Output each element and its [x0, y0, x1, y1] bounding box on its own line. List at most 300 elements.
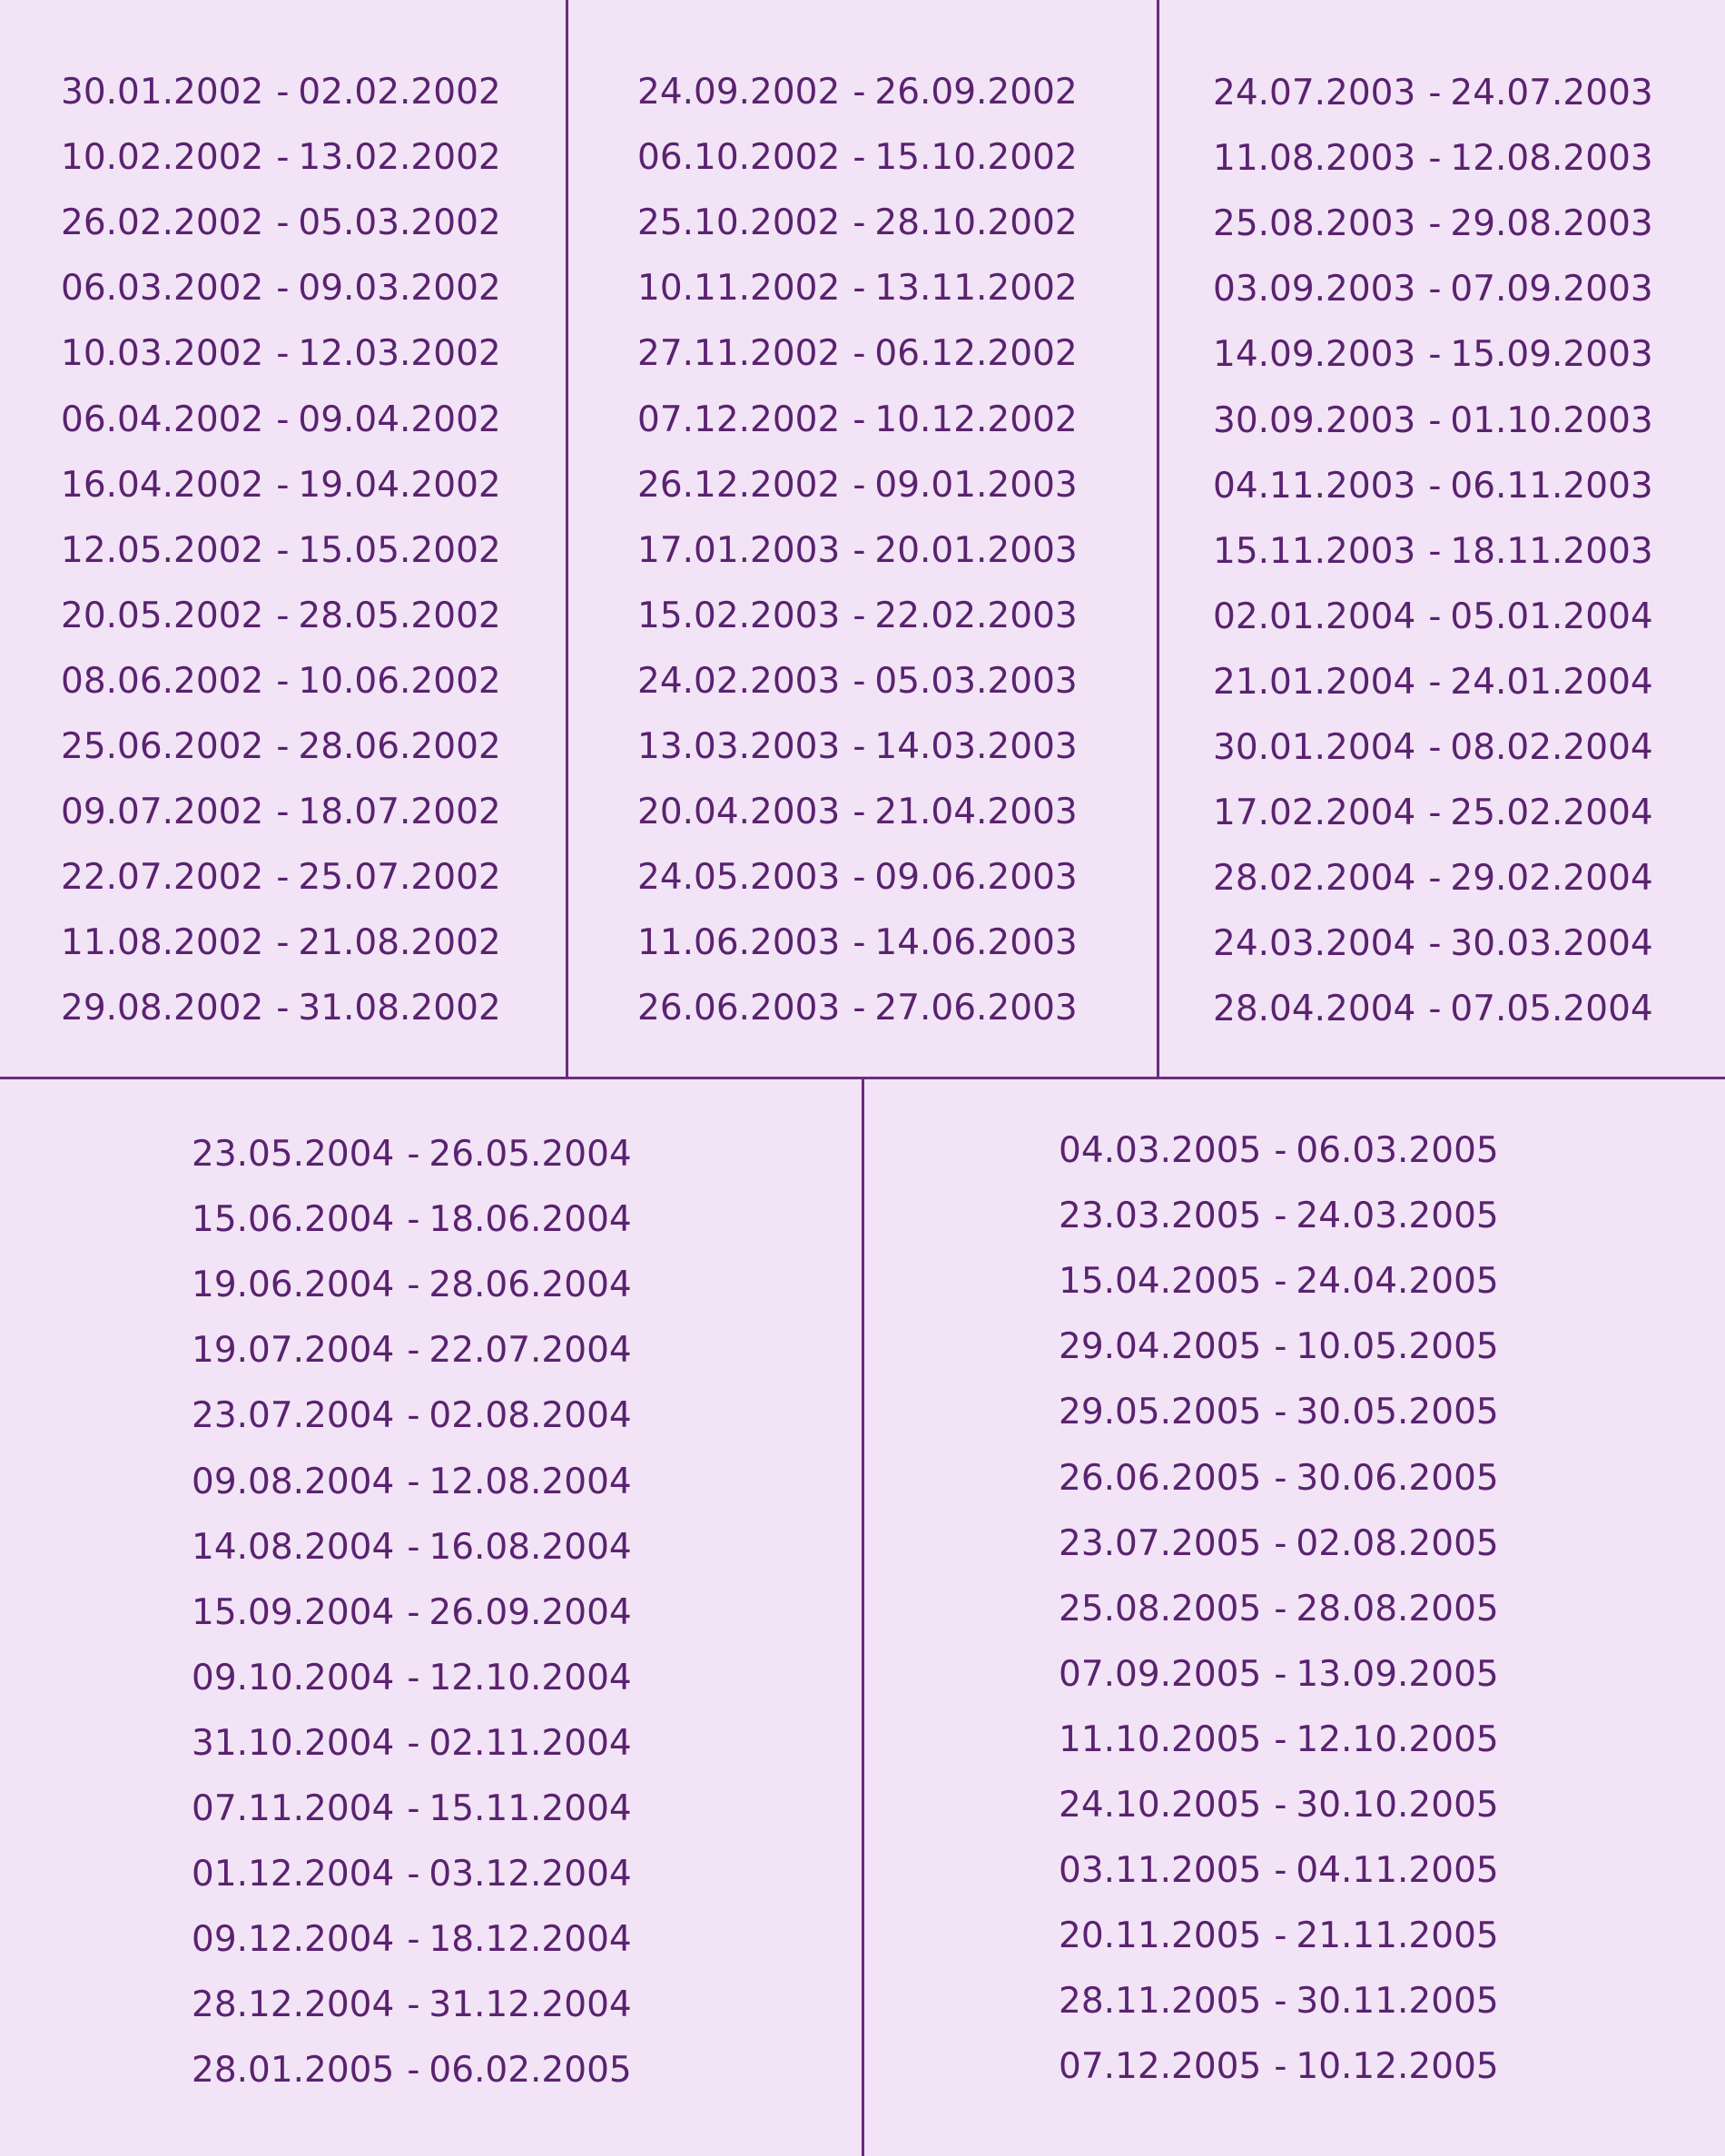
- range-end-date: 29.08.2003: [1450, 203, 1653, 245]
- range-separator: -: [276, 268, 290, 310]
- range-separator: -: [1274, 1130, 1287, 1171]
- range-start-date: 04.03.2005: [1059, 1130, 1262, 1171]
- range-end-date: 05.03.2003: [874, 660, 1078, 702]
- date-range-row: [192, 1787, 632, 1831]
- range-start-date: 15.04.2005: [1059, 1261, 1262, 1303]
- range-end-date: 06.11.2003: [1450, 465, 1653, 507]
- date-range-row: [192, 1198, 632, 1242]
- range-start-date: 26.06.2005: [1059, 1457, 1262, 1499]
- range-start-date: 07.12.2005: [1059, 2046, 1262, 2088]
- range-end-date: 12.08.2003: [1450, 138, 1653, 180]
- range-end-date: 24.01.2004: [1450, 661, 1653, 703]
- range-separator: -: [1428, 465, 1442, 507]
- range-end-date: 27.06.2003: [874, 988, 1078, 1029]
- range-separator: -: [1428, 73, 1442, 113]
- date-range-row: [61, 660, 501, 704]
- range-separator: -: [1428, 269, 1442, 310]
- range-separator: -: [1274, 1915, 1287, 1957]
- range-start-date: 30.01.2004: [1213, 727, 1416, 768]
- range-start-date: 20.05.2002: [61, 595, 264, 636]
- range-end-date: 04.11.2005: [1296, 1850, 1499, 1892]
- range-end-date: 06.12.2002: [874, 333, 1078, 375]
- range-start-date: 09.10.2004: [192, 1657, 395, 1698]
- range-start-date: 13.03.2003: [637, 726, 841, 767]
- range-end-date: 24.03.2005: [1296, 1196, 1499, 1237]
- date-range-row: [1059, 1522, 1499, 1566]
- range-start-date: 11.06.2003: [637, 922, 841, 964]
- range-end-date: 30.10.2005: [1296, 1785, 1499, 1826]
- range-start-date: 25.10.2002: [637, 202, 841, 244]
- divider-top-left-middle: [566, 0, 568, 1078]
- range-end-date: 19.04.2002: [298, 464, 501, 506]
- range-separator: -: [276, 137, 290, 179]
- date-range-row: [1059, 1718, 1499, 1762]
- range-end-date: 06.03.2005: [1296, 1130, 1499, 1171]
- range-separator: -: [1274, 1653, 1287, 1695]
- date-range-row: [1059, 1391, 1499, 1434]
- range-end-date: 28.06.2004: [429, 1265, 632, 1306]
- range-separator: -: [853, 137, 866, 179]
- range-separator: -: [407, 1788, 420, 1829]
- range-separator: -: [1428, 530, 1442, 572]
- range-start-date: 25.08.2005: [1059, 1588, 1262, 1629]
- date-range-row: [1059, 1915, 1499, 1958]
- range-end-date: 21.11.2005: [1296, 1915, 1499, 1957]
- range-separator: -: [407, 1395, 420, 1437]
- date-range-row: [192, 1526, 632, 1570]
- date-range-row: [1213, 72, 1653, 115]
- range-start-date: 24.10.2005: [1059, 1785, 1262, 1826]
- range-end-date: 18.06.2004: [429, 1199, 632, 1241]
- range-start-date: 14.08.2004: [192, 1526, 395, 1568]
- range-start-date: 10.03.2002: [61, 333, 264, 375]
- range-start-date: 22.07.2002: [61, 857, 264, 899]
- range-separator: -: [1274, 1261, 1287, 1303]
- date-range-row: [1059, 1325, 1499, 1369]
- range-separator: -: [1274, 1785, 1287, 1826]
- range-end-date: 10.12.2002: [874, 399, 1078, 440]
- range-separator: -: [1428, 138, 1442, 180]
- range-start-date: 25.08.2003: [1213, 203, 1416, 245]
- range-separator: -: [853, 988, 866, 1029]
- date-range-row: [1059, 1588, 1499, 1631]
- range-separator: -: [407, 1722, 420, 1764]
- range-start-date: 20.04.2003: [637, 792, 841, 833]
- range-end-date: 13.11.2002: [874, 268, 1078, 310]
- range-end-date: 22.02.2003: [874, 595, 1078, 636]
- range-end-date: 26.09.2004: [429, 1591, 632, 1633]
- range-start-date: 31.10.2004: [192, 1722, 395, 1764]
- range-end-date: 15.09.2003: [1450, 334, 1653, 376]
- date-range-row: [61, 332, 501, 376]
- range-separator: -: [276, 660, 290, 702]
- range-end-date: 18.11.2003: [1450, 530, 1653, 572]
- date-range-row: [1213, 399, 1653, 443]
- range-separator: -: [1274, 2046, 1287, 2088]
- date-range-row: [61, 595, 501, 638]
- range-end-date: 21.08.2002: [298, 922, 501, 964]
- range-start-date: 15.09.2004: [192, 1591, 395, 1633]
- range-start-date: 11.08.2003: [1213, 138, 1416, 180]
- range-separator: -: [1428, 923, 1442, 965]
- range-end-date: 30.06.2005: [1296, 1457, 1499, 1499]
- range-end-date: 13.02.2002: [298, 137, 501, 179]
- date-range-row: [61, 529, 501, 573]
- date-range-row: [61, 856, 501, 900]
- range-end-date: 25.02.2004: [1450, 793, 1653, 834]
- range-separator: -: [1274, 1588, 1287, 1629]
- range-start-date: 16.04.2002: [61, 464, 264, 506]
- date-range-row: [192, 2049, 632, 2092]
- range-separator: -: [407, 1461, 420, 1502]
- date-range-row: [192, 1853, 632, 1896]
- date-range-row: [637, 202, 1078, 245]
- range-separator: -: [1428, 203, 1442, 245]
- range-start-date: 24.09.2002: [637, 72, 841, 113]
- range-separator: -: [276, 202, 290, 244]
- date-range-row: [1213, 661, 1653, 704]
- date-range-row: [1059, 1784, 1499, 1827]
- range-start-date: 12.05.2002: [61, 529, 264, 571]
- date-range-row: [1059, 1260, 1499, 1304]
- range-end-date: 13.09.2005: [1296, 1653, 1499, 1695]
- range-end-date: 28.06.2002: [298, 726, 501, 767]
- date-range-row: [192, 1722, 632, 1766]
- range-start-date: 28.12.2004: [192, 1984, 395, 2026]
- date-range-row: [637, 267, 1078, 310]
- range-separator: -: [1274, 1196, 1287, 1237]
- range-end-date: 22.07.2004: [429, 1330, 632, 1372]
- date-range-row: [1213, 268, 1653, 311]
- range-start-date: 17.02.2004: [1213, 793, 1416, 834]
- range-start-date: 08.06.2002: [61, 660, 264, 702]
- date-range-row: [1059, 1653, 1499, 1697]
- date-range-row: [192, 1133, 632, 1176]
- date-range-row: [637, 399, 1078, 442]
- range-start-date: 15.06.2004: [192, 1199, 395, 1241]
- range-start-date: 11.08.2002: [61, 922, 264, 964]
- range-separator: -: [1274, 1326, 1287, 1368]
- divider-bottom-left-right: [862, 1078, 864, 2156]
- range-separator: -: [1428, 793, 1442, 834]
- range-end-date: 29.02.2004: [1450, 858, 1653, 900]
- range-separator: -: [276, 464, 290, 506]
- range-start-date: 09.07.2002: [61, 792, 264, 833]
- date-range-row: [1059, 2045, 1499, 2089]
- range-end-date: 03.12.2004: [429, 1854, 632, 1895]
- range-separator: -: [1428, 858, 1442, 900]
- range-end-date: 31.12.2004: [429, 1984, 632, 2026]
- range-separator: -: [407, 1657, 420, 1698]
- range-separator: -: [276, 529, 290, 571]
- range-start-date: 02.01.2004: [1213, 596, 1416, 637]
- range-start-date: 07.09.2005: [1059, 1653, 1262, 1695]
- range-start-date: 28.04.2004: [1213, 989, 1416, 1030]
- range-end-date: 12.10.2004: [429, 1657, 632, 1698]
- range-end-date: 10.05.2005: [1296, 1326, 1499, 1368]
- range-separator: -: [276, 988, 290, 1029]
- date-range-row: [61, 987, 501, 1030]
- range-start-date: 24.05.2003: [637, 857, 841, 899]
- date-range-row: [1213, 333, 1653, 377]
- range-start-date: 07.11.2004: [192, 1788, 395, 1829]
- date-range-row: [637, 660, 1078, 704]
- range-end-date: 18.12.2004: [429, 1919, 632, 1961]
- range-end-date: 01.10.2003: [1450, 399, 1653, 441]
- range-start-date: 30.01.2002: [61, 72, 264, 113]
- date-range-row: [637, 791, 1078, 834]
- range-start-date: 21.01.2004: [1213, 661, 1416, 703]
- date-range-row: [637, 987, 1078, 1030]
- range-end-date: 10.06.2002: [298, 660, 501, 702]
- range-separator: -: [853, 399, 866, 440]
- date-range-row: [1213, 922, 1653, 966]
- range-start-date: 15.02.2003: [637, 595, 841, 636]
- range-end-date: 26.09.2002: [874, 72, 1078, 113]
- range-start-date: 07.12.2002: [637, 399, 841, 440]
- range-end-date: 05.03.2002: [298, 202, 501, 244]
- range-start-date: 06.03.2002: [61, 268, 264, 310]
- date-range-row: [637, 725, 1078, 769]
- range-start-date: 14.09.2003: [1213, 334, 1416, 376]
- range-start-date: 24.03.2004: [1213, 923, 1416, 965]
- range-separator: -: [276, 792, 290, 833]
- range-end-date: 14.03.2003: [874, 726, 1078, 767]
- range-end-date: 31.08.2002: [298, 988, 501, 1029]
- range-separator: -: [1274, 1392, 1287, 1433]
- range-start-date: 28.01.2005: [192, 2050, 395, 2092]
- range-end-date: 02.08.2004: [429, 1395, 632, 1437]
- range-start-date: 26.12.2002: [637, 464, 841, 506]
- range-end-date: 02.02.2002: [298, 72, 501, 113]
- range-end-date: 09.03.2002: [298, 268, 501, 310]
- range-start-date: 25.06.2002: [61, 726, 264, 767]
- range-end-date: 30.03.2004: [1450, 923, 1653, 965]
- date-range-row: [61, 136, 501, 180]
- range-separator: -: [1428, 596, 1442, 637]
- range-start-date: 27.11.2002: [637, 333, 841, 375]
- date-range-row: [61, 267, 501, 310]
- range-separator: -: [853, 72, 866, 113]
- range-start-date: 26.06.2003: [637, 988, 841, 1029]
- range-separator: -: [853, 529, 866, 571]
- range-separator: -: [407, 1134, 420, 1175]
- range-separator: -: [853, 595, 866, 636]
- date-range-row: [637, 595, 1078, 638]
- range-separator: -: [407, 1265, 420, 1306]
- date-range-row: [1059, 1457, 1499, 1501]
- range-start-date: 26.02.2002: [61, 202, 264, 244]
- range-start-date: 19.07.2004: [192, 1330, 395, 1372]
- range-separator: -: [407, 2050, 420, 2092]
- date-range-row: [1213, 137, 1653, 181]
- range-separator: -: [407, 1854, 420, 1895]
- date-range-row: [1059, 1129, 1499, 1173]
- range-separator: -: [1428, 334, 1442, 376]
- range-start-date: 23.03.2005: [1059, 1196, 1262, 1237]
- range-end-date: 24.04.2005: [1296, 1261, 1499, 1303]
- date-range-row: [61, 202, 501, 245]
- date-range-row: [1213, 857, 1653, 901]
- range-end-date: 24.07.2003: [1450, 73, 1653, 113]
- range-separator: -: [407, 1199, 420, 1241]
- range-start-date: 24.02.2003: [637, 660, 841, 702]
- range-start-date: 10.02.2002: [61, 137, 264, 179]
- range-separator: -: [853, 660, 866, 702]
- date-range-row: [637, 136, 1078, 180]
- range-separator: -: [276, 857, 290, 899]
- range-end-date: 28.10.2002: [874, 202, 1078, 244]
- range-end-date: 08.02.2004: [1450, 727, 1653, 768]
- date-range-row: [637, 71, 1078, 114]
- date-range-row: [1213, 988, 1653, 1031]
- range-start-date: 24.07.2003: [1213, 73, 1416, 113]
- range-separator: -: [1428, 727, 1442, 768]
- range-separator: -: [1274, 1718, 1287, 1760]
- range-end-date: 16.08.2004: [429, 1526, 632, 1568]
- range-separator: -: [407, 1526, 420, 1568]
- range-separator: -: [853, 333, 866, 375]
- date-range-row: [1213, 726, 1653, 770]
- range-start-date: 28.02.2004: [1213, 858, 1416, 900]
- range-start-date: 06.10.2002: [637, 137, 841, 179]
- range-end-date: 09.06.2003: [874, 857, 1078, 899]
- date-range-row: [637, 921, 1078, 965]
- range-separator: -: [853, 268, 866, 310]
- date-range-row: [192, 1461, 632, 1504]
- range-start-date: 29.08.2002: [61, 988, 264, 1029]
- range-separator: -: [853, 464, 866, 506]
- date-range-row: [1059, 1849, 1499, 1893]
- range-end-date: 12.10.2005: [1296, 1718, 1499, 1760]
- range-end-date: 10.12.2005: [1296, 2046, 1499, 2088]
- range-start-date: 15.11.2003: [1213, 530, 1416, 572]
- range-end-date: 20.01.2003: [874, 529, 1078, 571]
- date-range-row: [61, 399, 501, 442]
- date-range-row: [192, 1394, 632, 1438]
- date-range-row: [192, 1329, 632, 1373]
- range-start-date: 09.08.2004: [192, 1461, 395, 1502]
- date-range-row: [637, 332, 1078, 376]
- range-separator: -: [1274, 1457, 1287, 1499]
- range-separator: -: [1274, 1522, 1287, 1564]
- date-range-row: [61, 791, 501, 834]
- range-separator: -: [276, 72, 290, 113]
- date-range-row: [192, 1264, 632, 1307]
- range-start-date: 03.09.2003: [1213, 269, 1416, 310]
- date-range-row: [192, 1984, 632, 2027]
- range-end-date: 15.05.2002: [298, 529, 501, 571]
- range-start-date: 20.11.2005: [1059, 1915, 1262, 1957]
- range-separator: -: [853, 792, 866, 833]
- date-range-row: [1213, 202, 1653, 246]
- range-start-date: 28.11.2005: [1059, 1981, 1262, 2023]
- date-range-row: [1213, 596, 1653, 639]
- range-end-date: 14.06.2003: [874, 922, 1078, 964]
- range-separator: -: [1274, 1981, 1287, 2023]
- range-start-date: 23.07.2005: [1059, 1522, 1262, 1564]
- date-range-row: [1213, 792, 1653, 835]
- range-separator: -: [407, 1919, 420, 1961]
- date-range-row: [1059, 1195, 1499, 1238]
- range-end-date: 07.09.2003: [1450, 269, 1653, 310]
- range-separator: -: [276, 595, 290, 636]
- range-end-date: 12.08.2004: [429, 1461, 632, 1502]
- range-end-date: 18.07.2002: [298, 792, 501, 833]
- range-end-date: 05.01.2004: [1450, 596, 1653, 637]
- range-start-date: 10.11.2002: [637, 268, 841, 310]
- range-separator: -: [1428, 399, 1442, 441]
- date-range-row: [192, 1657, 632, 1700]
- range-end-date: 30.11.2005: [1296, 1981, 1499, 2023]
- range-start-date: 11.10.2005: [1059, 1718, 1262, 1760]
- range-end-date: 12.03.2002: [298, 333, 501, 375]
- date-range-row: [192, 1591, 632, 1635]
- range-start-date: 04.11.2003: [1213, 465, 1416, 507]
- range-end-date: 02.11.2004: [429, 1722, 632, 1764]
- date-range-row: [192, 1918, 632, 1962]
- range-separator: -: [407, 1591, 420, 1633]
- range-start-date: 17.01.2003: [637, 529, 841, 571]
- range-separator: -: [853, 202, 866, 244]
- range-separator: -: [1274, 1850, 1287, 1892]
- range-start-date: 06.04.2002: [61, 399, 264, 440]
- range-start-date: 30.09.2003: [1213, 399, 1416, 441]
- range-end-date: 07.05.2004: [1450, 989, 1653, 1030]
- range-start-date: 23.05.2004: [192, 1134, 395, 1175]
- date-range-row: [61, 464, 501, 507]
- date-range-row: [61, 725, 501, 769]
- range-end-date: 06.02.2005: [429, 2050, 632, 2092]
- range-end-date: 26.05.2004: [429, 1134, 632, 1175]
- range-separator: -: [1428, 989, 1442, 1030]
- date-range-row: [637, 464, 1078, 507]
- range-separator: -: [276, 922, 290, 964]
- range-end-date: 15.10.2002: [874, 137, 1078, 179]
- range-start-date: 19.06.2004: [192, 1265, 395, 1306]
- range-start-date: 29.05.2005: [1059, 1392, 1262, 1433]
- range-end-date: 30.05.2005: [1296, 1392, 1499, 1433]
- date-range-row: [61, 71, 501, 114]
- range-end-date: 15.11.2004: [429, 1788, 632, 1829]
- range-end-date: 02.08.2005: [1296, 1522, 1499, 1564]
- range-separator: -: [276, 333, 290, 375]
- range-separator: -: [407, 1984, 420, 2026]
- range-end-date: 21.04.2003: [874, 792, 1078, 833]
- date-range-row: [61, 921, 501, 965]
- range-start-date: 09.12.2004: [192, 1919, 395, 1961]
- range-end-date: 28.05.2002: [298, 595, 501, 636]
- range-separator: -: [853, 726, 866, 767]
- range-separator: -: [407, 1330, 420, 1372]
- range-end-date: 25.07.2002: [298, 857, 501, 899]
- range-separator: -: [853, 922, 866, 964]
- range-start-date: 03.11.2005: [1059, 1850, 1262, 1892]
- divider-top-middle-right: [1157, 0, 1159, 1078]
- range-end-date: 09.01.2003: [874, 464, 1078, 506]
- range-start-date: 23.07.2004: [192, 1395, 395, 1437]
- date-range-row: [1213, 530, 1653, 574]
- range-end-date: 09.04.2002: [298, 399, 501, 440]
- range-separator: -: [276, 726, 290, 767]
- range-separator: -: [1428, 661, 1442, 703]
- range-start-date: 01.12.2004: [192, 1854, 395, 1895]
- date-range-row: [1059, 1980, 1499, 2023]
- date-range-row: [637, 529, 1078, 573]
- date-range-row: [1213, 465, 1653, 508]
- range-start-date: 29.04.2005: [1059, 1326, 1262, 1368]
- date-range-row: [637, 856, 1078, 900]
